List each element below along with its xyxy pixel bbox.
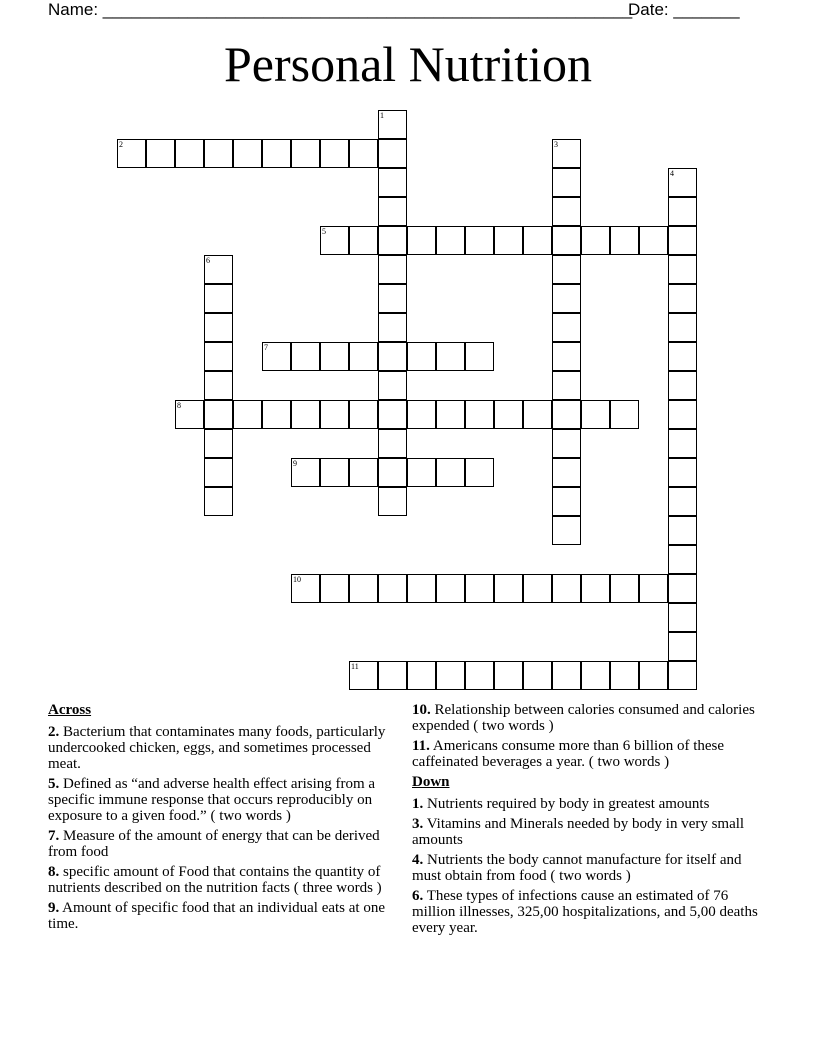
crossword-cell[interactable] [349,458,378,487]
crossword-cell[interactable] [175,139,204,168]
clue-number-label: 2 [119,140,123,149]
crossword-cell[interactable] [668,487,697,516]
crossword-cell[interactable] [291,139,320,168]
crossword-cell[interactable] [349,400,378,429]
crossword-cell[interactable] [233,139,262,168]
crossword-cell[interactable] [204,371,233,400]
crossword-cell[interactable] [552,487,581,516]
clue-number-label: 5 [322,227,326,236]
crossword-cell[interactable] [668,255,697,284]
crossword-cell[interactable] [378,400,407,429]
crossword-cell[interactable] [262,139,291,168]
crossword-cell[interactable] [349,226,378,255]
clue-across-8 [48,864,398,896]
crossword-cell[interactable] [378,313,407,342]
across-heading: Across [48,702,92,718]
crossword-cell[interactable] [610,226,639,255]
clue-text: Defined as “and adverse health effect arising from a specific immune response that occurs reproducibly on exposure to a given food.” ( two words ) [48,776,376,824]
crossword-cell[interactable] [436,458,465,487]
crossword-cell[interactable] [552,284,581,313]
crossword-cell[interactable] [552,516,581,545]
crossword-cell[interactable] [349,139,378,168]
clue-number-label: 1 [380,111,384,120]
crossword-cell[interactable] [668,400,697,429]
crossword-cell[interactable] [668,603,697,632]
crossword-cell[interactable] [668,458,697,487]
crossword-cell[interactable] [668,284,697,313]
crossword-cell[interactable] [523,574,552,603]
crossword-cell[interactable] [610,574,639,603]
clue-text: specific amount of Food that contains the quantity of nutrients described on the nutrition facts ( three words ) [48,864,382,896]
crossword-cell[interactable] [378,255,407,284]
clue-number: 11. [412,738,430,754]
clue-text: Americans consume more than 6 billion of these caffeinated beverages a year. ( two words ) [412,738,725,770]
crossword-cell[interactable] [204,458,233,487]
crossword-cell[interactable] [204,313,233,342]
crossword-cell[interactable] [581,574,610,603]
crossword-cell[interactable] [378,574,407,603]
crossword-cell[interactable] [552,661,581,690]
crossword-cell[interactable] [436,661,465,690]
crossword-cell[interactable] [204,400,233,429]
crossword-cell[interactable] [668,342,697,371]
crossword-cell[interactable] [668,371,697,400]
name-field[interactable]: ________________________________________________________ [102,0,633,19]
crossword-cell[interactable] [668,429,697,458]
crossword-cell[interactable] [552,342,581,371]
crossword-cell[interactable] [320,400,349,429]
crossword-cell[interactable] [639,574,668,603]
crossword-cell[interactable] [378,342,407,371]
clue-text: Vitamins and Minerals needed by body in very small amounts [412,816,745,848]
clue-text: Nutrients the body cannot manufacture for itself and must obtain from food ( two words ) [412,852,742,884]
crossword-cell[interactable] [349,574,378,603]
clue-text: Nutrients required by body in greatest amounts [423,796,710,812]
crossword-cell[interactable] [552,168,581,197]
crossword-cell[interactable] [320,574,349,603]
crossword-cell[interactable] [552,429,581,458]
crossword-cell[interactable] [668,545,697,574]
crossword-cell[interactable] [581,400,610,429]
crossword-cell[interactable] [465,458,494,487]
clue-number-label: 11 [351,662,359,671]
crossword-cell[interactable] [407,400,436,429]
clue-text: Relationship between calories consumed and calories expended ( two words ) [412,702,755,734]
crossword-cell[interactable] [204,284,233,313]
clue-number-label: 9 [293,459,297,468]
clue-text: These types of infections cause an estimated of 76 million illnesses, 325,00 hospitalizations, and 5,00 deaths every year. [412,888,758,936]
clue-number-label: 10 [293,575,301,584]
crossword-cell[interactable] [378,429,407,458]
crossword-cell[interactable] [494,574,523,603]
crossword-cell[interactable] [552,400,581,429]
crossword-cell[interactable] [204,139,233,168]
crossword-cell[interactable] [581,226,610,255]
crossword-cell[interactable] [465,226,494,255]
clue-number: 6. [412,888,424,904]
crossword-cell[interactable] [204,487,233,516]
crossword-cell[interactable] [668,661,697,690]
crossword-cell[interactable] [610,661,639,690]
crossword-cell[interactable] [610,400,639,429]
clue-down-1 [412,796,772,812]
crossword-cell[interactable] [494,226,523,255]
crossword-cell[interactable] [407,342,436,371]
crossword-cell[interactable] [407,574,436,603]
crossword-cell[interactable] [668,574,697,603]
crossword-cell[interactable] [378,458,407,487]
clue-number: 2. [48,724,60,740]
crossword-cell[interactable] [436,342,465,371]
clue-number-label: 6 [206,256,210,265]
crossword-cell[interactable] [494,400,523,429]
crossword-cell[interactable] [552,313,581,342]
clue-number-label: 4 [670,169,674,178]
crossword-cell[interactable] [581,661,610,690]
clue-across-2 [48,724,398,772]
clue-text: Amount of specific food that an individual eats at one time. [48,900,386,932]
crossword-cell[interactable] [378,284,407,313]
crossword-cell[interactable] [552,226,581,255]
crossword-cell[interactable] [465,342,494,371]
crossword-cell[interactable] [436,226,465,255]
clue-number: 4. [412,852,424,868]
crossword-cell[interactable] [349,342,378,371]
crossword-cell[interactable] [291,400,320,429]
clue-number: 9. [48,900,60,916]
clues-left-column [48,702,398,936]
crossword-cell[interactable] [378,226,407,255]
crossword-cell[interactable] [204,429,233,458]
clue-down-3 [412,816,772,848]
crossword-cell[interactable] [436,400,465,429]
clue-down-6 [412,888,772,936]
page-title: Personal Nutrition [223,36,593,92]
clue-number: 5. [48,776,60,792]
crossword-cell[interactable] [378,661,407,690]
crossword-cell[interactable] [465,661,494,690]
crossword-cell[interactable] [668,197,697,226]
crossword-cell[interactable] [291,342,320,371]
crossword-cell[interactable] [639,226,668,255]
clue-number-label: 7 [264,343,268,352]
crossword-cell[interactable] [523,661,552,690]
crossword-cell[interactable] [668,313,697,342]
crossword-cell[interactable] [668,632,697,661]
down-heading: Down [412,774,450,790]
crossword-cell[interactable] [552,371,581,400]
clue-number-label: 8 [177,401,181,410]
crossword-cell[interactable] [523,400,552,429]
clue-number: 3. [412,816,424,832]
clue-down-4 [412,852,772,884]
clue-text: Bacterium that contaminates many foods, particularly undercooked chicken, eggs, and sometimes processed meat. [48,724,386,772]
clue-text: Measure of the amount of energy that can be derived from food [48,828,380,860]
crossword-cell[interactable] [204,342,233,371]
crossword-cell[interactable] [320,342,349,371]
clue-number-label: 3 [554,140,558,149]
crossword-cell[interactable] [378,487,407,516]
crossword-cell[interactable] [668,226,697,255]
clue-across-9 [48,900,398,932]
crossword-cell[interactable] [494,661,523,690]
crossword-cell[interactable] [465,400,494,429]
clue-number: 1. [412,796,424,812]
crossword-cell[interactable] [233,400,262,429]
crossword-cell[interactable] [378,197,407,226]
crossword-cell[interactable] [407,458,436,487]
clue-number: 8. [48,864,60,880]
clues-right-column [412,702,772,940]
clue-across-11 [412,738,772,770]
crossword-cell[interactable] [465,574,494,603]
crossword-cell[interactable] [378,168,407,197]
crossword-cell[interactable] [523,226,552,255]
date-label: Date: [628,0,674,19]
crossword-cell[interactable] [262,400,291,429]
crossword-cell[interactable] [552,574,581,603]
crossword-cell[interactable] [552,255,581,284]
crossword-cell[interactable] [378,139,407,168]
crossword-cell[interactable] [378,371,407,400]
crossword-cell[interactable] [407,226,436,255]
date-field[interactable]: _______ [673,0,740,19]
crossword-cell[interactable] [436,574,465,603]
clue-across-7 [48,828,398,860]
clue-number: 7. [48,828,60,844]
crossword-cell[interactable] [668,516,697,545]
crossword-cell[interactable] [320,458,349,487]
crossword-cell[interactable] [552,458,581,487]
clue-across-5 [48,776,398,824]
crossword-cell[interactable] [639,661,668,690]
clue-across-10 [412,702,772,734]
crossword-cell[interactable] [320,139,349,168]
crossword-cell[interactable] [407,661,436,690]
crossword-cell[interactable] [146,139,175,168]
clue-number: 10. [412,702,431,718]
crossword-cell[interactable] [552,197,581,226]
name-label: Name: [48,0,103,19]
